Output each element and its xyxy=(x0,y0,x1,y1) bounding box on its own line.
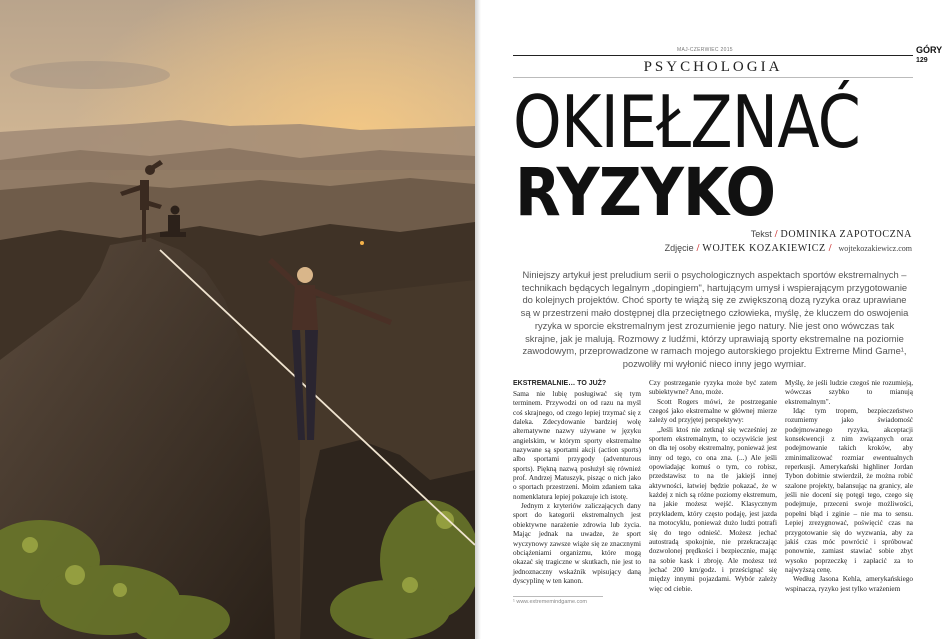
credit-slash: / xyxy=(774,229,778,240)
body-paragraph: Według Jasona Kehla, amerykańskiego wspinacza, ryzyko jest tylko wrażeniem xyxy=(785,575,913,593)
issue-date: MAJ-CZERWIEC 2015 xyxy=(677,47,733,53)
body-paragraph: Czy postrzeganie ryzyka może być zatem subiektywne? Ano, może. xyxy=(649,379,777,397)
body-paragraph: Scott Rogers mówi, że postrzeganie czegoś jako ekstremalne w głównej mierze zależy od przyjętej perspektywy: xyxy=(649,397,777,425)
magazine-name: GÓRY xyxy=(916,45,943,55)
article-title-line1: OKIEŁZNAĆ xyxy=(513,80,861,164)
body-column-1 xyxy=(513,379,641,586)
article-title-line2: RYZYKO xyxy=(515,154,776,231)
text-credit xyxy=(751,229,912,240)
section-title: PSYCHOLOGIA xyxy=(643,59,783,75)
footnote: ¹ www.extrememindgame.com xyxy=(513,599,587,605)
photo-url: wojtekozakiewicz.com xyxy=(838,244,912,253)
photo-author: WOJTEK KOZAKIEWICZ xyxy=(702,243,826,254)
page-gutter-shadow xyxy=(475,0,481,639)
section-rule xyxy=(513,77,913,78)
body-paragraph: „Jeśli ktoś nie zetknął się wcześniej ze sportem ekstremalnym, to oczywiście jest on dla tej osoby ekstremalny, ponieważ jest inny od tego, co ona zna. (...) Ale jeśli opowiadając komuś o tym, co robisz, przedstawisz to na tle jakiejś innej aktywności, łatwiej będzie pokazać, że w każdej z nich są różne poziomy ekstremum, na jakie możesz wejść. Klasycznym przykładem, który często podaję, jest jazda na motocyklu, ponieważ dużo ludzi potrafi się do tego odnieść. Możesz jechać autostradą spokojnie, nie przekraczając dozwolonej prędkości i bezpiecznie, mając na sobie kask i zbroję. Ale możesz też jechać 200 km/godz. i prześcignąć się między innymi pojazdami. Wybór zależy więc od ciebie. xyxy=(649,425,777,593)
article-page xyxy=(475,0,950,639)
page-number: 129 xyxy=(916,57,928,64)
header-rule xyxy=(513,55,913,56)
body-heading: EKSTREMALNIE… TO JUŻ? xyxy=(513,380,607,387)
lead-paragraph: Niniejszy artykuł jest preludium serii o psychologicznych aspektach sportów ekstremalnych – technikach będących legalnym „dopingiem", hartującym umysł i wspierającym przygotowanie do kolejnych projektów. Choć sporty te wiążą się ze zwiększoną dozą ryzyka oraz uprawiane są w przestrzeni mało dostępnej dla przeciętnego człowieka, myślę, że kluczem do oswojenia ryzyka w sporcie ekstremalnym jest zrozumienie jego natury. Nie jest ono wówczas tak skrajne, jak je malują. Rozmowy z ludźmi, którzy uprawiają sporty ekstremalne na poziomie zawodowym, przeprowadzone w ramach mojego autorskiego projektu Extreme Mind Game¹, pozwoliły mi wyłonić nieco inny jego wymiar. xyxy=(520,269,909,369)
body-paragraph: Myślę, że jeśli ludzie czegoś nie rozumieją, wówczas szybko to mianują ekstremalnym". xyxy=(785,379,913,406)
body-column-3 xyxy=(785,379,913,594)
body-paragraph: Jednym z kryteriów zaliczających dany sport do kategorii ekstremalnych jest obiektywne narażenie zdrowia lub życia. Mając jednak na uwadze, że sport wyczynowy zawsze wiąże się ze znacznymi obciążeniami organizmu, które mogą okazać się tragiczne w skutkach, nie jest to jednoznaczny wskaźnik wpisujący daną dyscyplinę w ten kanon. xyxy=(513,502,641,585)
body-column-2 xyxy=(649,379,777,594)
text-credit-label: Tekst xyxy=(750,229,772,239)
credit-slash: / xyxy=(696,243,700,254)
credit-slash: / xyxy=(828,243,832,254)
body-paragraph: Sama nie lubię posługiwać się tym terminem. Przywodzi on od razu na myśl coś skrajnego, od czego lepiej trzymać się z daleka. Zdecydowanie bardziej wolę alternatywne nazwy używane w języku angielskim, w którym sporty ekstremalne nazywane są sportami akcji (action sports) albo sportami przygody (adventurous sports). Piękną nazwą posłużył się również prof. Andrzej Matuszyk, pisząc o nich jako o sportach przestrzeni. Moim zdaniem taka nomenklatura lepiej pokazuje ich istotę. xyxy=(513,390,641,501)
photo-credit-label: Zdjęcie xyxy=(664,243,694,253)
text-author: DOMINIKA ZAPOTOCZNA xyxy=(780,229,912,240)
footnote-rule xyxy=(513,596,603,597)
photo-credit xyxy=(665,243,912,254)
body-paragraph: Idąc tym tropem, bezpieczeństwo rozumiemy jako świadomość podejmowanego ryzyka, akceptacji konsekwencji z nim związanych oraz podejmowanie takich kroków, aby zminimalizować rozmiar ewentualnych reperkusji. Amerykański highliner Jordan Tybon dobitnie stwierdził, że można robić szalone projekty, balansując na granicy, ale jeśli nie docení się potęgi tego, czego się podejmuje, przeceni swoje możliwości, popełni błąd i zginie – nie ma to sensu. Lepiej zrezygnować, poświęcić czas na przygotowanie się do wyzwania, aby za jakiś czas móc powrócić i spróbować ponownie, zamiast stawiać sobie zbyt wysoko poprzeczkę i zapłacić za to najwyższą cenę. xyxy=(785,407,913,574)
